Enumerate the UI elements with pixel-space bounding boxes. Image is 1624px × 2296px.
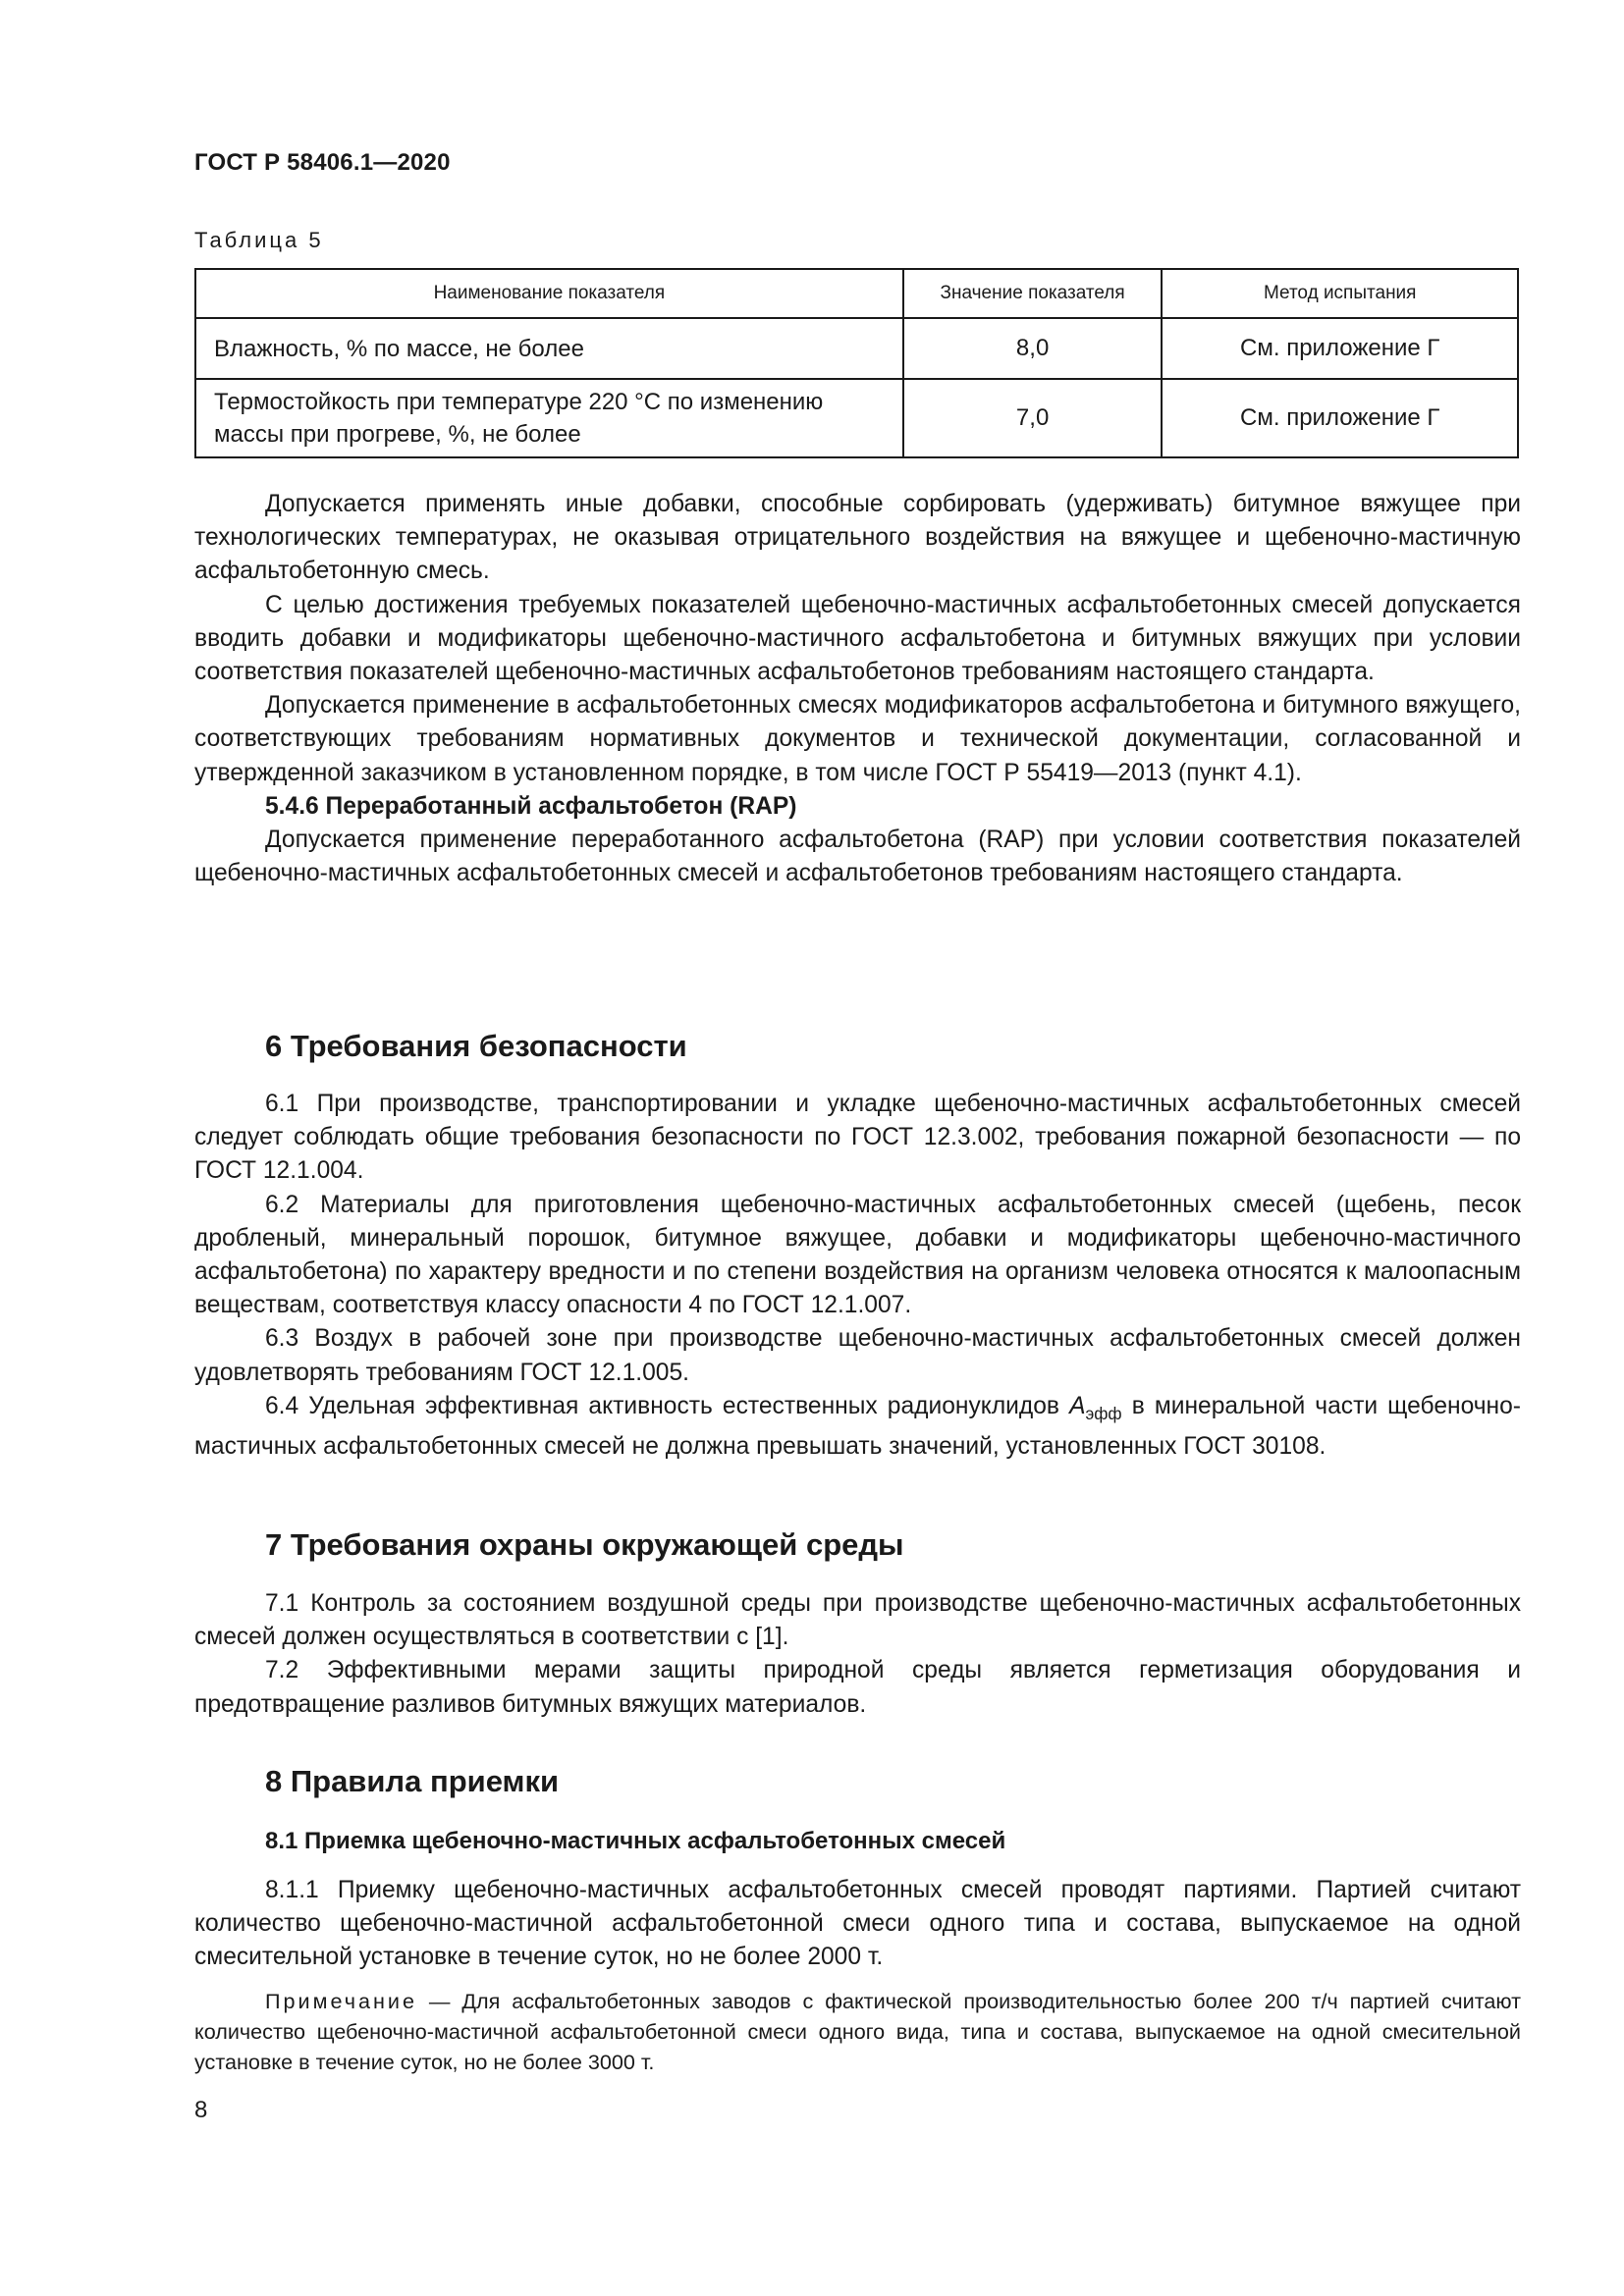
paragraph: 8.1.1 Приемку щебеночно-мастичных асфальтобетонных смесей проводят партиями. Партией считают количество щебеночно-мастичной асфальтобетонной смеси одного типа и состава, выпускаемое на одной смесительной установке в течение суток, но не более 2000 т. [194, 1877, 1521, 1971]
test-method: См. приложение Г [1162, 318, 1518, 379]
indicator-name-line: Термостойкость при температуре 220 °С по изменению [214, 389, 824, 415]
test-method: См. приложение Г [1162, 379, 1518, 457]
paragraph: 6.3 Воздух в рабочей зоне при производстве щебеночно-мастичных асфальтобетонных смесей должен удовлетворять требованиям ГОСТ 12.1.005. [194, 1325, 1521, 1386]
note-paragraph [194, 1986, 1521, 2077]
indicator-name [195, 379, 903, 457]
paragraph-text: 6.4 Удельная эффективная активность естественных радионуклидов [265, 1392, 1059, 1419]
table-row [195, 318, 1518, 379]
note-label: Примечание [265, 1989, 417, 2013]
section-7-text [194, 1587, 1521, 1722]
paragraph-text: в минеральной части щебеночно-мастичных асфальтобетонных смесей не должна превышать значений, установленных ГОСТ 30108. [194, 1392, 1521, 1461]
document-code: ГОСТ Р 58406.1—2020 [194, 149, 451, 176]
column-header: Метод испытания [1162, 269, 1518, 318]
indicator-name-line: массы при прогреве, %, не более [214, 421, 581, 448]
paragraph: 6.2 Материалы для приготовления щебеночно-мастичных асфальтобетонных смесей (щебень, песок дробленый, минеральный порошок, битумное вяжущее, добавки и модификаторы щебеночно-мастичного асфальтобетона) по характеру вредности и по степени воздействия на организм человека относятся к малоопасным веществам, соответствуя классу опасности 4 по ГОСТ 12.1.007. [194, 1191, 1521, 1319]
section-7-title: 7 Требования охраны окружающей среды [265, 1527, 904, 1562]
table-5 [194, 268, 1519, 458]
page-number: 8 [194, 2097, 208, 2123]
table-header-row [195, 269, 1518, 318]
column-header: Наименование показателя [195, 269, 903, 318]
indicator-value: 7,0 [903, 379, 1163, 457]
column-header: Значение показателя [903, 269, 1163, 318]
paragraph: Допускается применять иные добавки, способные сорбировать (удерживать) битумное вяжущее при технологических температурах, не оказывая отрицательного воздействия на вяжущее и щебеночно-мастичную асфальтобетонную смесь. [194, 491, 1521, 585]
paragraph: Допускается применение в асфальтобетонных смесях модификаторов асфальтобетона и битумного вяжущего, соответствующих требованиям нормативных документов и технической документации, согласованной и утвержденной заказчиком в установленном порядке, в том числе ГОСТ Р 55419—2013 (пункт 4.1). [194, 692, 1521, 786]
note [194, 1986, 1521, 2077]
table-caption: Таблица 5 [194, 228, 324, 252]
paragraph: 7.2 Эффективными мерами защиты природной среды является герметизация оборудования и предотвращение разливов битумных вяжущих материалов. [194, 1657, 1521, 1718]
paragraph [194, 1390, 1521, 1464]
section-6-text [194, 1088, 1521, 1464]
note-text: — Для асфальтобетонных заводов с фактической производительностью более 200 т/ч партией считают количество щебеночно-мастичной асфальтобетонной смеси одного вида, типа и состава, выпускаемое на одной смесительной установке в течение суток, но не более 3000 т. [194, 1989, 1521, 2074]
subsection-heading: 5.4.6 Переработанный асфальтобетон (RAP) [265, 792, 797, 820]
paragraph: С целью достижения требуемых показателей щебеночно-мастичных асфальтобетонных смесей допускается вводить добавки и модификаторы щебеночно-мастичного асфальтобетона и битумных вяжущих при условии соответствия показателей щебеночно-мастичных асфальтобетонов требованиям настоящего стандарта. [194, 591, 1521, 686]
section-8-1-title: 8.1 Приемка щебеночно-мастичных асфальтобетонных смесей [265, 1828, 1006, 1854]
activity-symbol: A [1069, 1392, 1086, 1419]
paragraph: 7.1 Контроль за состоянием воздушной среды при производстве щебеночно-мастичных асфальтобетонных смесей должен осуществляться в соответствии с [1]. [194, 1590, 1521, 1651]
indicator-value: 8,0 [903, 318, 1163, 379]
table-row [195, 379, 1518, 457]
section-6-title: 6 Требования безопасности [265, 1029, 687, 1063]
indicator-name: Влажность, % по массе, не более [195, 318, 903, 379]
activity-subscript: эфф [1085, 1403, 1122, 1423]
section-8-text [194, 1874, 1521, 1975]
paragraph: Допускается применение переработанного асфальтобетона (RAP) при условии соответствия показателей щебеночно-мастичных асфальтобетонных смесей и асфальтобетонов требованиям настоящего стандарта. [194, 827, 1521, 887]
section-8-title: 8 Правила приемки [265, 1764, 560, 1798]
additives-text-block [194, 488, 1521, 890]
paragraph: 6.1 При производстве, транспортировании и укладке щебеночно-мастичных асфальтобетонных смесей следует соблюдать общие требования безопасности по ГОСТ 12.3.002, требования пожарной безопасности — по ГОСТ 12.1.004. [194, 1091, 1521, 1185]
